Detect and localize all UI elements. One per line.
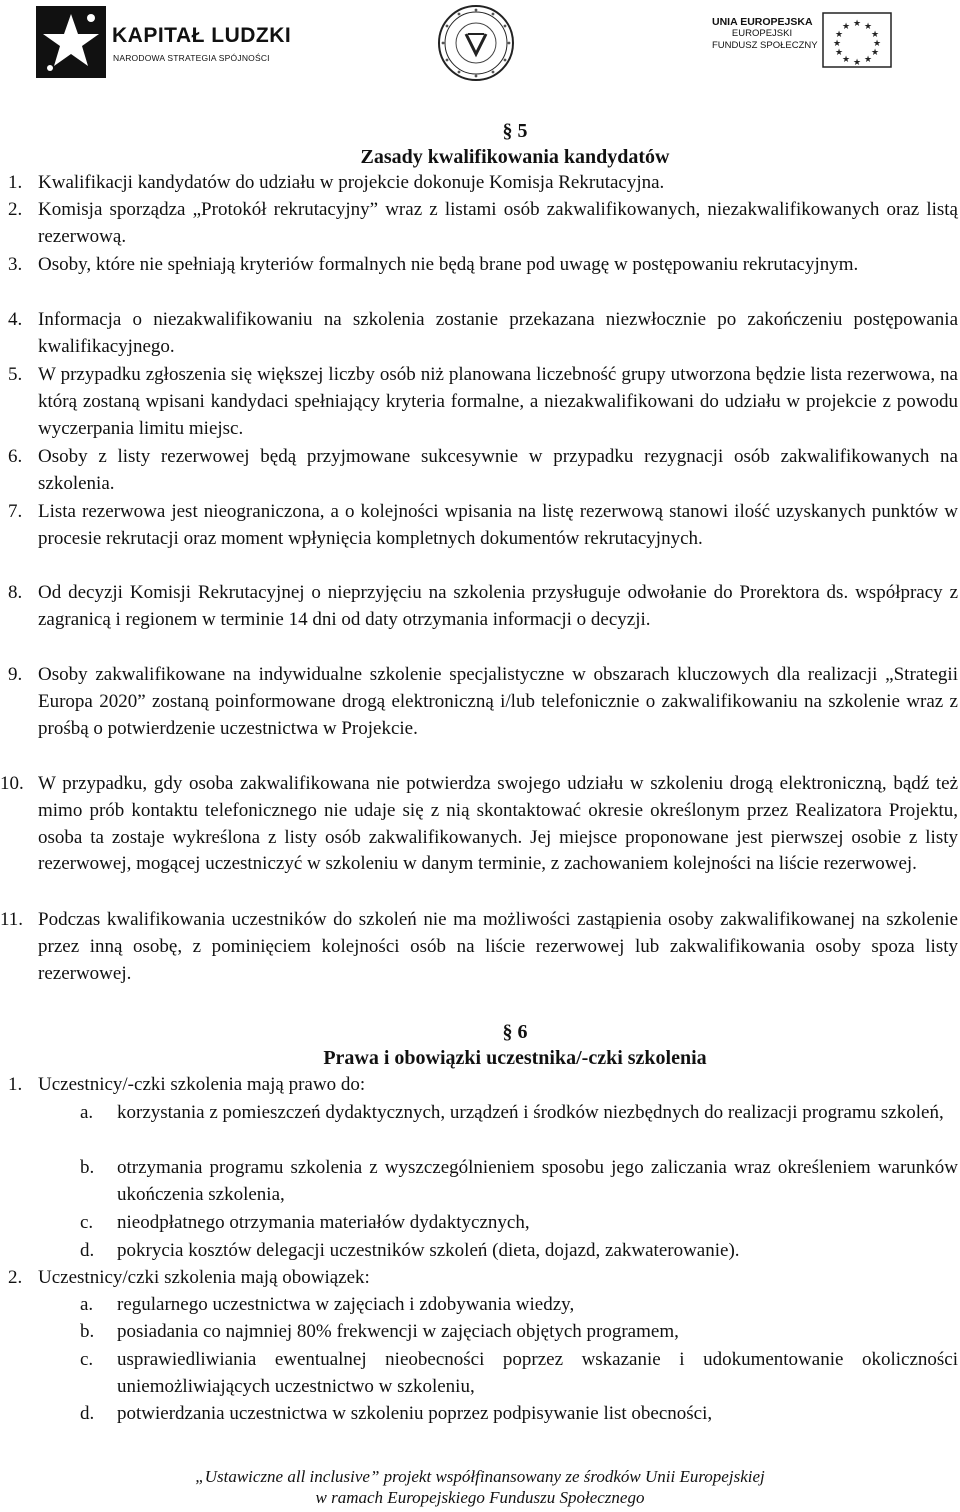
sub-list-item-text: usprawiedliwiania ewentualnej nieobecności poprzez wskazanie i udokumentowanie okoliczności uniemożliwiających uczestnictwo w szkoleniu, <box>117 1349 958 1397</box>
list-item <box>0 771 958 878</box>
sub-list-item-letter: d. <box>80 1403 95 1424</box>
list-item-text: Lista rezerwowa jest nieograniczona, a o kolejności wpisania na listę rezerwową stanowi ilość uzyskanych punktów w procesie rekrutacji oraz moment wpłynięcia kompletnych dokumentów rekrutacyjnych. <box>38 501 958 549</box>
sub-list-item-text: regularnego uczestnictwa w zajęciach i zdobywania wiedzy, <box>117 1294 575 1315</box>
list-item-text: Od decyzji Komisji Rekrutacyjnej o nieprzyjęciu na szkolenia przysługuje odwołanie do Prorektora ds. współpracy z zagranicą i regionem w terminie 14 dni od daty otrzymania informacji o decyzji. <box>38 582 958 630</box>
kapital-ludzki-tagline: NARODOWA STRATEGIA SPÓJNOŚCI <box>113 53 270 63</box>
list-item-text: W przypadku, gdy osoba zakwalifikowana nie potwierdza swojego udziału w szkoleniu drogą elektroniczną, bądź też mimo prób kontaktu telefonicznego nie udaje się z nią skontaktować okresie określonym przez Realizatora Projektu, osoba ta zostaje wykreślona z listy osób zakwalifikowanych. Jej miejsce proponowane jest pierwszej osobie z listy rezerwowej, mogącej uczestniczyć w szkoleniu w danym terminie, z zachowaniem kolejności na liście rezerwowej. <box>38 773 958 875</box>
list-item <box>8 362 958 442</box>
list-item-text: Osoby zakwalifikowane na indywidualne szkolenie specjalistyczne w obszarach kluczowych dla realizacji „Strategii Europa 2020” zostaną poinformowane drogą elektroniczną i/lub telefonicznie o zakwalifikowaniu na szkolenie wraz z prośbą o potwierdzenie uczestnictwa w Projekcie. <box>38 664 958 739</box>
sub-list-item-text: korzystania z pomieszczeń dydaktycznych, urządzeń i środków niezbędnych do realizacji programu szkoleń, <box>117 1102 944 1123</box>
sub-list-item-letter: c. <box>80 1212 94 1233</box>
list-item-text: Podczas kwalifikowania uczestników do szkoleń nie ma możliwości zastąpienia osoby zakwalifikowanej na szkolenie przez inną osobę, z pominięciem kolejności osób na liście rezerwowej lub zakwalifikowania osoby spoza listy rezerwowej. <box>38 909 958 984</box>
kapital-ludzki-logo <box>36 6 292 78</box>
list-item <box>8 662 958 742</box>
kapital-ludzki-name: KAPITAŁ LUDZKI <box>112 24 292 47</box>
list-item <box>8 444 958 498</box>
sub-list-item <box>80 1401 958 1428</box>
sub-list-item-letter: a. <box>80 1102 94 1123</box>
section-6-title: Prawa i obowiązki uczestnika/-czki szkolenia <box>323 1047 707 1069</box>
sub-list-item <box>80 1292 958 1319</box>
list-item-number: 5. <box>8 364 23 385</box>
list-item-text: Uczestnicy/czki szkolenia mają obowiązek: <box>38 1267 370 1288</box>
eu-logo-text <box>712 16 818 52</box>
list-item-number: 3. <box>8 254 23 275</box>
list-item-number: 6. <box>8 446 23 467</box>
list-item-number: 1. <box>8 172 23 193</box>
svg-text:★: ★ <box>852 58 862 68</box>
sub-list-item-text: nieodpłatnego otrzymania materiałów dydaktycznych, <box>117 1212 530 1233</box>
svg-text:★: ★ <box>852 19 862 29</box>
list-item-number: 10. <box>0 773 24 794</box>
svg-text:★: ★ <box>863 55 873 65</box>
list-item <box>8 1265 958 1292</box>
page-header <box>0 0 960 90</box>
eu-logo-line2: EUROPEJSKI <box>731 28 793 39</box>
sub-list-item-text: potwierdzania uczestnictwa w szkoleniu poprzez podpisywanie list obecności, <box>117 1403 713 1424</box>
sub-list-item <box>80 1238 958 1265</box>
sub-list-item-text: pokrycia kosztów delegacji uczestników szkoleń (dieta, dojazd, zakwaterowanie). <box>117 1240 740 1261</box>
kapital-ludzki-star-icon <box>36 6 106 78</box>
eu-logo-line1: UNIA EUROPEJSKA <box>712 16 813 28</box>
list-item-text: W przypadku zgłoszenia się większej liczby osób niż planowana liczebność grupy utworzona będzie lista rezerwowa, na którą zostaną wpisani kandydaci spełniający kryteria formalne, a niezakwalifikowani do udziału w projekcie z powodu wyczerpania limitu miejsc. <box>38 364 958 439</box>
sub-list-item <box>80 1155 958 1209</box>
list-item-number: 9. <box>8 664 23 685</box>
sub-list-item-letter: c. <box>80 1349 94 1370</box>
svg-text:★: ★ <box>834 30 844 40</box>
sub-list-item <box>80 1210 958 1237</box>
svg-text:★: ★ <box>863 22 873 32</box>
footer-line-2: w ramach Europejskiego Funduszu Społecznego <box>315 1488 645 1507</box>
list-item-number: 1. <box>8 1074 23 1095</box>
svg-text:★: ★ <box>834 48 844 58</box>
sub-list-item <box>80 1347 958 1401</box>
list-item <box>0 907 958 987</box>
list-item-text: Kwalifikacji kandydatów do udziału w projekcie dokonuje Komisja Rekrutacyjna. <box>38 172 665 193</box>
list-item-text: Osoby z listy rezerwowej będą przyjmowane sukcesywnie w przypadku rezygnacji osób zakwalifikowanych na szkolenia. <box>38 446 958 494</box>
eu-logo-line3: FUNDUSZ SPOŁECZNY <box>712 40 818 51</box>
sub-list-item-text: otrzymania programu szkolenia z wyszczególnieniem sposobu jego zaliczania wraz określeniem warunków ukończenia szkolenia, <box>117 1157 958 1205</box>
sub-list-item-letter: a. <box>80 1294 94 1315</box>
list-item <box>8 580 958 634</box>
sub-list-item <box>80 1100 958 1127</box>
svg-text:★: ★ <box>841 22 851 32</box>
list-item <box>8 307 958 361</box>
svg-text:★: ★ <box>870 48 880 58</box>
svg-text:★: ★ <box>832 39 842 49</box>
list-item-text: Informacja o niezakwalifikowaniu na szkolenia zostanie przekazana niezwłocznie po zakończeniu postępowania kwalifikacyjnego. <box>38 309 958 357</box>
sub-list-item <box>80 1319 958 1346</box>
section-5-title: Zasady kwalifikowania kandydatów <box>360 146 670 168</box>
university-seal-icon <box>437 4 515 82</box>
list-item-number: 2. <box>8 199 23 220</box>
list-item <box>8 1072 958 1099</box>
list-item-number: 8. <box>8 582 23 603</box>
list-item <box>8 197 958 251</box>
list-item-text: Osoby, które nie spełniają kryteriów formalnych nie będą brane pod uwagę w postępowaniu rekrutacyjnym. <box>38 254 859 275</box>
section-5-number: § 5 <box>502 120 528 142</box>
page-footer <box>0 1466 960 1508</box>
svg-text:★: ★ <box>872 39 882 49</box>
sub-list-item-letter: b. <box>80 1157 95 1178</box>
sub-list-item-letter: b. <box>80 1321 95 1342</box>
list-item-text: Komisja sporządza „Protokół rekrutacyjny” wraz z listami osób zakwalifikowanych, niezakwalifikowanych oraz listą rezerwową. <box>38 199 958 247</box>
svg-text:★: ★ <box>841 55 851 65</box>
list-item-text: Uczestnicy/-czki szkolenia mają prawo do: <box>38 1074 366 1095</box>
list-item-number: 4. <box>8 309 23 330</box>
list-item-number: 2. <box>8 1267 23 1288</box>
eu-logo <box>712 12 892 74</box>
list-item <box>8 499 958 553</box>
list-item-number: 7. <box>8 501 23 522</box>
list-item <box>8 170 958 197</box>
svg-text:★: ★ <box>870 30 880 40</box>
list-item <box>8 252 958 279</box>
list-item-number: 11. <box>0 909 24 930</box>
sub-list-item-text: posiadania co najmniej 80% frekwencji w zajęciach objętych programem, <box>117 1321 679 1342</box>
sub-list-item-letter: d. <box>80 1240 95 1261</box>
footer-line-1: „Ustawiczne all inclusive” projekt współfinansowany ze środków Unii Europejskiej <box>195 1467 765 1486</box>
eu-flag-icon <box>822 12 892 68</box>
section-6-number: § 6 <box>502 1021 528 1043</box>
